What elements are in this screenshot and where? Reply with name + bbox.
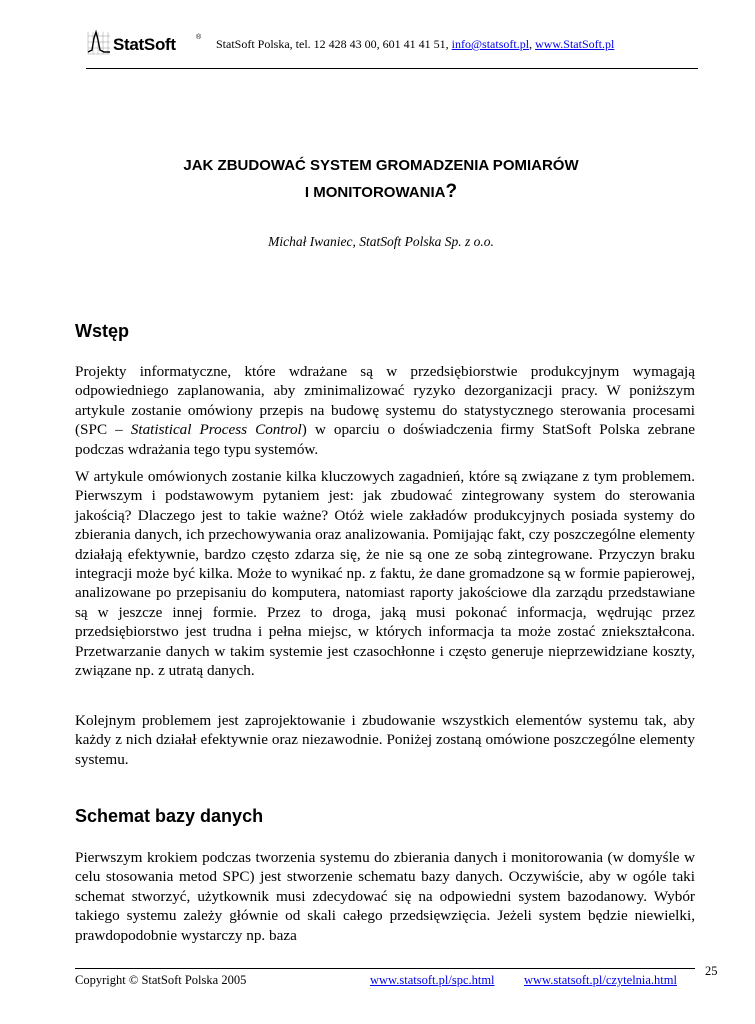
paragraph-3: Kolejnym problemem jest zaprojektowanie i zbudowanie wszystkich elementów systemu tak, aby każdy z nich działał efektywnie oraz niezawodnie. Poniżej zostaną omówione poszczególne elementy systemu. — [75, 712, 695, 768]
page-header — [86, 26, 698, 69]
paragraph-2: W artykule omówionych zostanie kilka kluczowych zagadnień, które są związane z tym problemem. Pierwszym i podstawowym pytaniem jest: jak zbudować zintegrowany system do sterowania jakością? Dlaczego jest to takie ważne? Otóż wiele zakładów produkcyjnych posiada systemy do zbierania danych, ich przechowywania oraz analizowania. Pomijając fakt, czy poszczególne elementy działają efektywnie, bardzo często zdarza się, że nie są one ze sobą zintegrowane. Przyczyn braku integracji może być kilka. Może to wynikać np. z faktu, że dane gromadzone są w formie papierowej, analizowane po przepisaniu do komputera, natomiast raporty jakościowe dla zarządu przedstawiane są w jeszcze innej formie. Przez to droga, jaką musi pokonać informacja, wędrując przez przedsiębiorstwo jest trudna i pełna miejsc, w których informacja ta może zostać zniekształcona. Przetwarzanie danych w takim systemie jest czasochłonne i często generuje nieprzewidziane koszty, związane np. z utratą danych. — [75, 468, 695, 680]
title-question-mark: ? — [445, 181, 458, 202]
article-title-line-1: JAK ZBUDOWAĆ SYSTEM GROMADZENIA POMIARÓW — [183, 157, 579, 174]
contact-separator: , — [529, 37, 536, 51]
article-author: Michał Iwaniec, StatSoft Polska Sp. z o.o. — [268, 234, 494, 249]
footer-link-czytelnia[interactable]: www.statsoft.pl/czytelnia.html — [524, 973, 677, 987]
footer-link-spc[interactable]: www.statsoft.pl/spc.html — [370, 973, 495, 987]
statsoft-logo — [86, 28, 206, 60]
copyright-text: Copyright © StatSoft Polska 2005 — [75, 973, 247, 987]
section-heading-schema: Schemat bazy danych — [75, 806, 264, 826]
contact-text: StatSoft Polska, tel. 12 428 43 00, 601 41 41 51, — [216, 37, 452, 51]
website-link[interactable]: www.StatSoft.pl — [535, 37, 615, 51]
paragraph-1-italic: Statistical Process Control — [130, 421, 302, 439]
article-title-line-2 — [75, 181, 687, 203]
logo-wordmark: StatSoft — [113, 35, 176, 54]
paragraph-1 — [75, 362, 695, 459]
title-line-2-text: I MONITOROWANIA — [304, 184, 446, 201]
page-footer — [75, 968, 695, 991]
paragraph-4: Pierwszym krokiem podczas tworzenia systemu do zbierania danych i monitorowania (w domyśle w celu stosowania metod SPC) jest stworzenie schematu bazy danych. Oczywiście, aby w ogóle taki schemat stworzyć, użytkownik musi zdecydować się na odpowiedni system bazodanowy. Wybór takiego systemu zależy głównie od skali całego przedsięwzięcia. Jeżeli system będzie niewielki, prawdopodobnie wystarczy np. baza — [75, 849, 695, 944]
header-contact — [216, 37, 614, 52]
logo-registered-mark: ® — [196, 34, 202, 41]
paragraph-1-text-b: ) w oparciu o doświadczenia firmy StatSoft Polska zebrane podczas wdrażania tego typu systemów. — [75, 421, 695, 458]
email-link[interactable]: info@statsoft.pl — [451, 37, 530, 51]
page-number: 25 — [705, 964, 718, 978]
section-heading-intro: Wstęp — [75, 321, 129, 341]
logo-chart-icon — [86, 28, 116, 56]
paragraph-1-text-a: Projekty informatyczne, które wdrażane są w przedsiębiorstwie produkcyjnym wymagają odpowiedniego zaplanowania, aby zminimalizować ryzyko dezorganizacji pracy. W poniższym artykule zostanie omówiony przepis na budowę systemu do statystycznego sterowania procesami (SPC – — [75, 363, 695, 439]
